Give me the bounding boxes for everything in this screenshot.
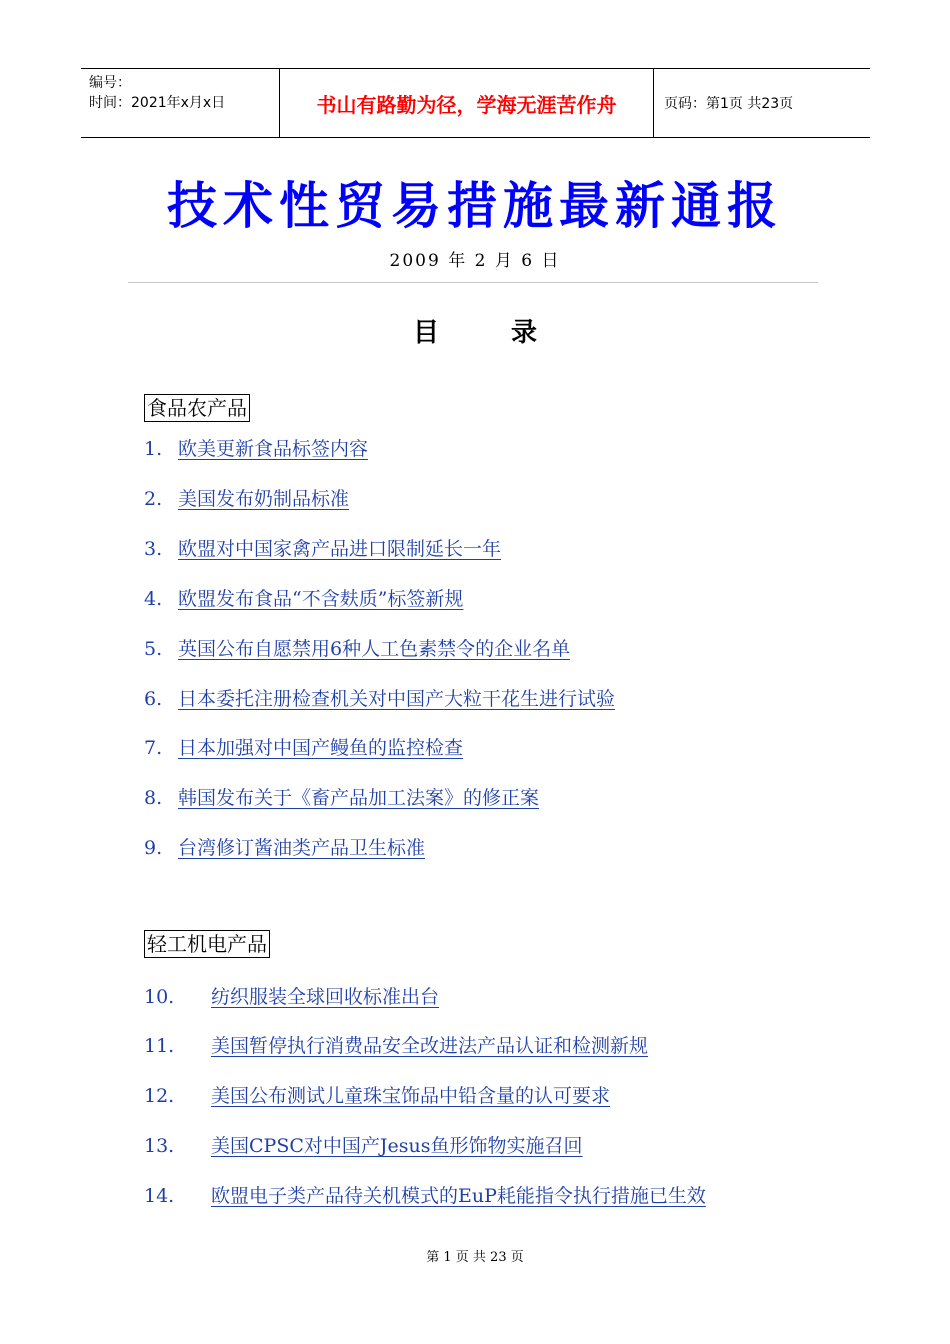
toc-item[interactable]	[144, 733, 463, 760]
toc-item[interactable]	[144, 1081, 610, 1108]
document-date: 2009 年 2 月 6 日	[389, 251, 561, 271]
item-number: 5.	[144, 638, 163, 660]
item-link[interactable]: 韩国发布关于《畜产品加工法案》的修正案	[178, 787, 540, 809]
item-link[interactable]: 台湾修订酱油类产品卫生标准	[178, 837, 426, 859]
item-number: 10.	[144, 986, 175, 1008]
page-header	[81, 68, 870, 138]
item-number: 12.	[144, 1085, 175, 1107]
item-number: 7.	[144, 737, 163, 759]
toc-item[interactable]	[144, 1181, 706, 1208]
toc-char-1: 目	[412, 318, 439, 348]
item-link[interactable]: 纺织服装全球回收标准出台	[211, 986, 440, 1008]
toc-item[interactable]	[144, 584, 463, 611]
toc-item[interactable]	[144, 1131, 582, 1158]
item-link[interactable]: 美国CPSC对中国产Jesus鱼形饰物实施召回	[211, 1135, 583, 1157]
toc-item[interactable]	[144, 982, 439, 1009]
item-number: 1.	[144, 438, 163, 460]
item-link[interactable]: 美国发布奶制品标准	[178, 488, 350, 510]
toc-item[interactable]	[144, 684, 615, 711]
header-motto: 书山有路勤为径，学海无涯苦作舟	[280, 69, 654, 137]
item-link[interactable]: 欧盟电子类产品待关机模式的EuP耗能指令执行措施已生效	[211, 1185, 706, 1207]
toc-item[interactable]	[144, 783, 539, 810]
item-link[interactable]: 欧盟对中国家禽产品进口限制延长一年	[178, 538, 502, 560]
header-meta	[81, 69, 280, 137]
document-title: 技术性贸易措施最新通报	[167, 176, 783, 235]
toc-char-2: 录	[511, 318, 538, 348]
item-number: 9.	[144, 837, 163, 859]
item-number: 2.	[144, 488, 163, 510]
item-number: 6.	[144, 688, 163, 710]
section-heading-light-industry: 轻工机电产品	[144, 930, 270, 958]
time-label: 时间：2021年x月x日	[89, 95, 226, 111]
toc-heading	[0, 312, 950, 349]
toc-item[interactable]	[144, 833, 425, 860]
item-number: 8.	[144, 787, 163, 809]
code-label: 编号：	[89, 75, 131, 91]
item-number: 14.	[144, 1185, 175, 1207]
header-page-info: 页码：第1页 共23页	[664, 96, 794, 112]
item-number: 3.	[144, 538, 163, 560]
toc-item[interactable]	[144, 434, 368, 461]
toc-item[interactable]	[144, 484, 349, 511]
item-link[interactable]: 英国公布自愿禁用6种人工色素禁令的企业名单	[178, 638, 571, 660]
toc-item[interactable]	[144, 634, 570, 661]
item-link[interactable]: 欧美更新食品标签内容	[178, 438, 369, 460]
item-link[interactable]: 欧盟发布食品“不含麸质”标签新规	[178, 588, 464, 610]
item-link[interactable]: 日本委托注册检查机关对中国产大粒干花生进行试验	[178, 688, 616, 710]
item-link[interactable]: 美国公布测试儿童珠宝饰品中铅含量的认可要求	[211, 1085, 611, 1107]
section-heading-food: 食品农产品	[144, 394, 250, 422]
item-number: 13.	[144, 1135, 175, 1157]
divider	[128, 282, 818, 283]
item-link[interactable]: 日本加强对中国产鳗鱼的监控检查	[178, 737, 464, 759]
toc-item[interactable]	[144, 534, 501, 561]
item-number: 4.	[144, 588, 163, 610]
page-footer: 第 1 页 共 23 页	[426, 1250, 524, 1265]
item-link[interactable]: 美国暂停执行消费品安全改进法产品认证和检测新规	[211, 1035, 649, 1057]
item-number: 11.	[144, 1035, 175, 1057]
toc-item[interactable]	[144, 1031, 648, 1058]
